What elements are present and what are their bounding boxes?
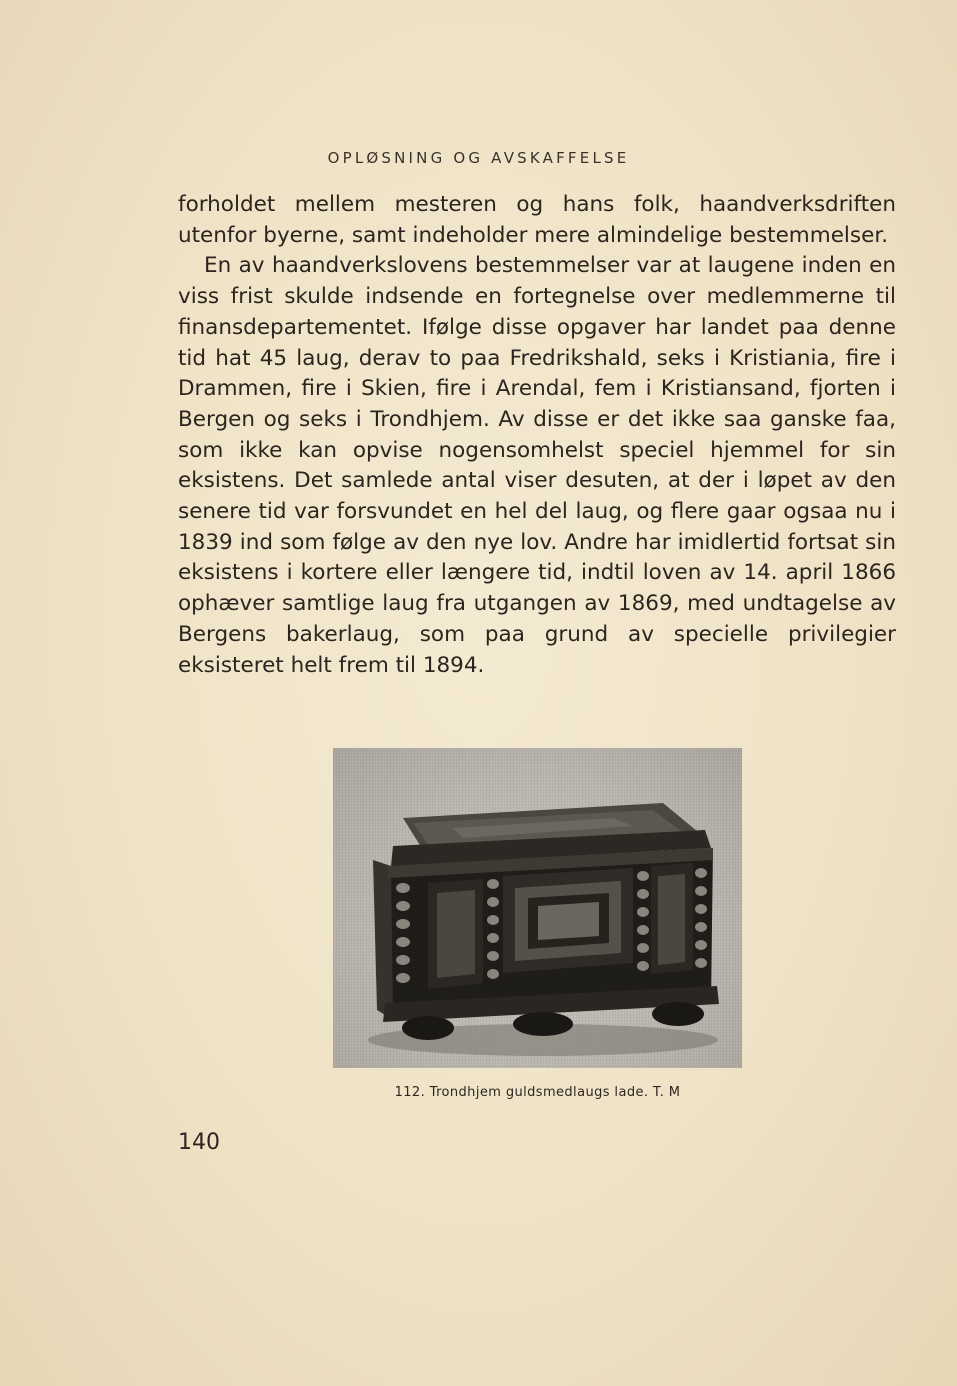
figure-caption: 112. Trondhjem guldsmedlaugs lade. T. M — [394, 1085, 681, 1100]
body-text — [178, 190, 896, 681]
figure-guild-chest-photo — [333, 748, 742, 1068]
carved-chest-illustration — [333, 748, 742, 1068]
running-head: OPLØSNING OG AVSKAFFELSE — [327, 149, 630, 167]
page-number: 140 — [178, 1130, 220, 1155]
paragraph-guild-registry: En av haandverkslovens bestemmelser var at laugene inden en viss frist skulde indsende en fortegnelse over medlemmerne til finansdepartementet. Ifølge disse opgaver har landet paa denne tid hat 45 laug, derav to paa Fredrikshald, seks i Kristiania, fire i Drammen, fire i Skien, fire i Arendal, fem i Kristiansand, fjorten i Bergen og seks i Trondhjem. Av disse er det ikke saa ganske faa, som ikke kan opvise nogensomhelst speciel hjemmel for sin eksistens. Det samlede antal viser desuten, at der i løpet av den senere tid var forsvundet en hel del laug, og flere gaar ogsaa nu i 1839 ind som følge av den nye lov. Andre har imidlertid fortsat sin eksistens i kortere eller længere tid, indtil loven av 14. april 1866 ophæver samtlige laug fra utgangen av 1869, med undtagelse av Bergens bakerlaug, som paa grund av specielle privilegier eksisteret helt frem til 1894. — [178, 253, 896, 678]
paragraph-continuation: forholdet mellem mesteren og hans folk, haandverksdriften utenfor byerne, samt indeholder mere almindelige bestemmelser. — [178, 192, 896, 248]
